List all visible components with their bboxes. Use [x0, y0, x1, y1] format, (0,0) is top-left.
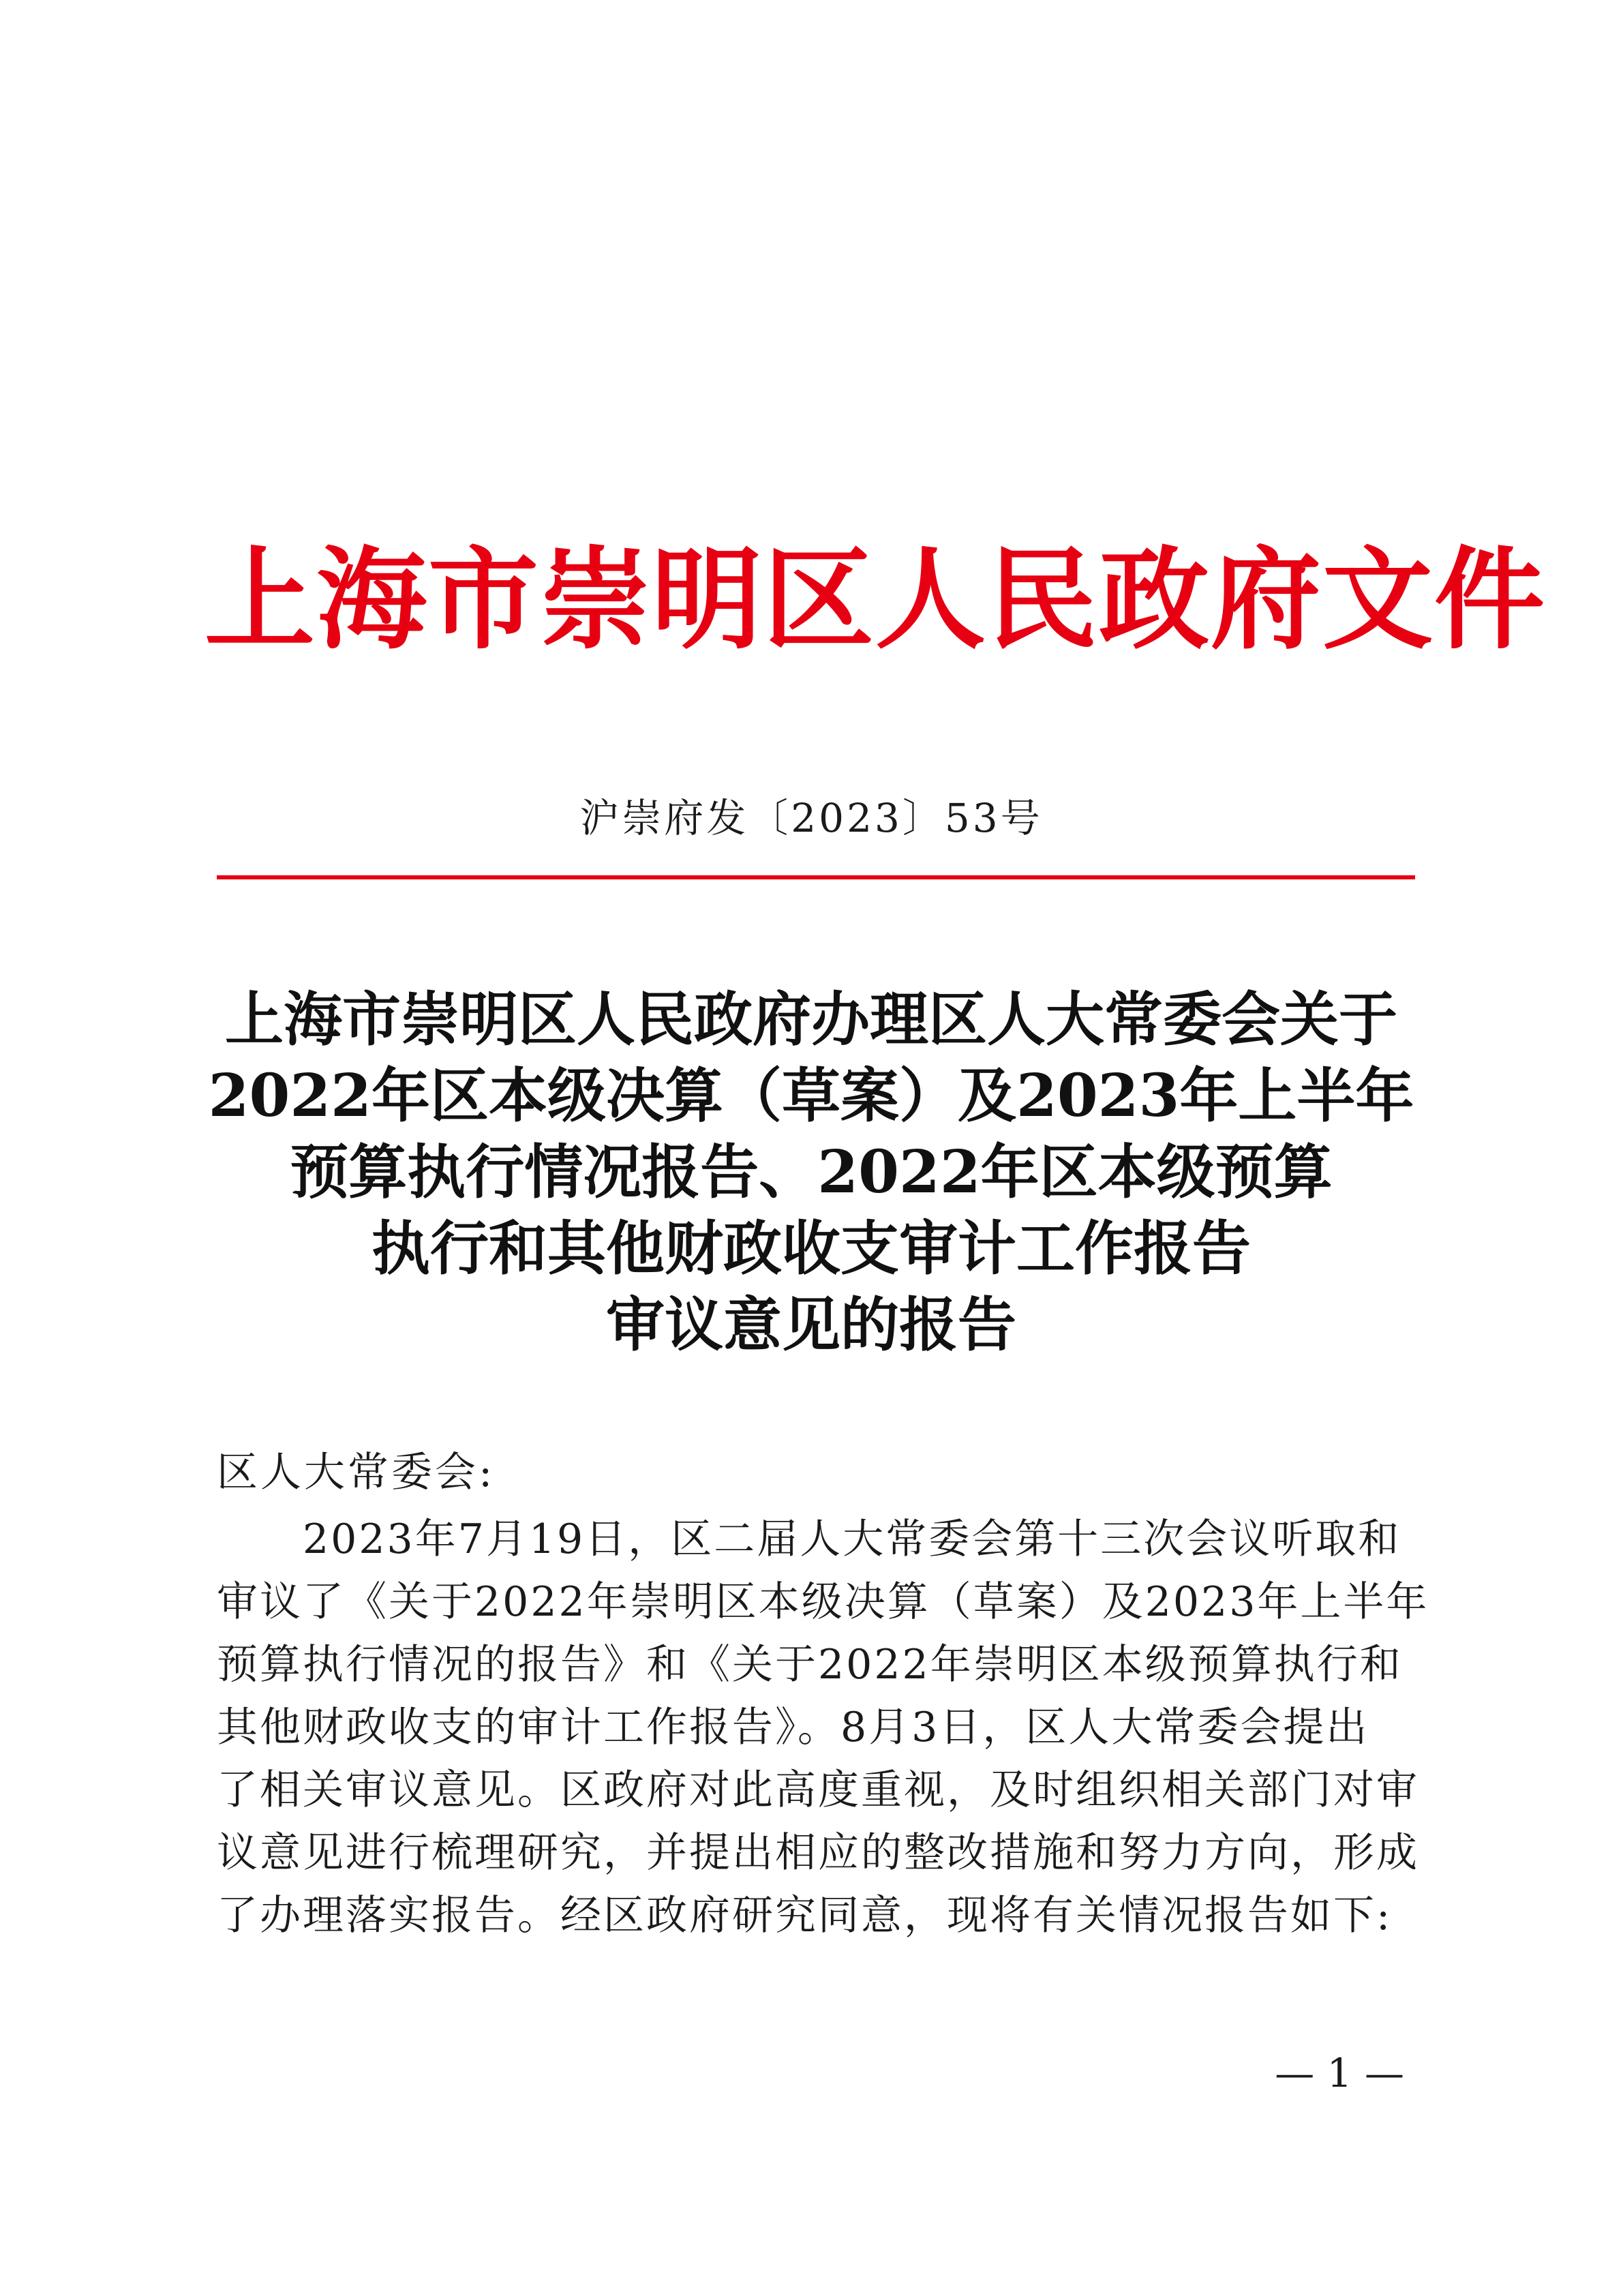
report-title-line: 预算执行情况报告、2022年区本级预算 — [290, 1138, 1333, 1207]
salutation: 区人大常委会: — [217, 1449, 496, 1496]
report-title-line: 审议意见的报告 — [606, 1290, 1016, 1359]
body-paragraph — [217, 1508, 1429, 1947]
report-title — [204, 982, 1418, 1363]
body-line: 了相关审议意见。区政府对此高度重视，及时组织相关部门对审 — [217, 1766, 1419, 1814]
body-line: 其他财政收支的审计工作报告》。8月3日，区人大常委会提出 — [217, 1704, 1369, 1751]
page-number: — 1 — — [1275, 2050, 1404, 2096]
masthead-title: 上海市崇明区人民政府文件 — [204, 535, 1546, 665]
body-line: 2023年7月19日，区二届人大常委会第十三次会议听取和 — [217, 1515, 1401, 1563]
report-title-line: 执行和其他财政收支审计工作报告 — [371, 1214, 1251, 1283]
document-number: 沪崇府发〔2023〕53号 — [579, 795, 1043, 841]
body-line: 议意见进行梳理研究，并提出相应的整改措施和努力方向，形成 — [217, 1829, 1419, 1877]
body-line: 预算执行情况的报告》和《关于2022年崇明区本级预算执行和 — [217, 1641, 1403, 1689]
body-line: 了办理落实报告。经区政府研究同意，现将有关情况报告如下: — [217, 1892, 1393, 1939]
report-title-line: 2022年区本级决算（草案）及2023年上半年 — [208, 1061, 1414, 1130]
body-line: 审议了《关于2022年崇明区本级决算（草案）及2023年上半年 — [217, 1578, 1429, 1626]
report-title-line: 上海市崇明区人民政府办理区人大常委会关于 — [225, 985, 1397, 1054]
red-divider-line — [217, 875, 1415, 879]
